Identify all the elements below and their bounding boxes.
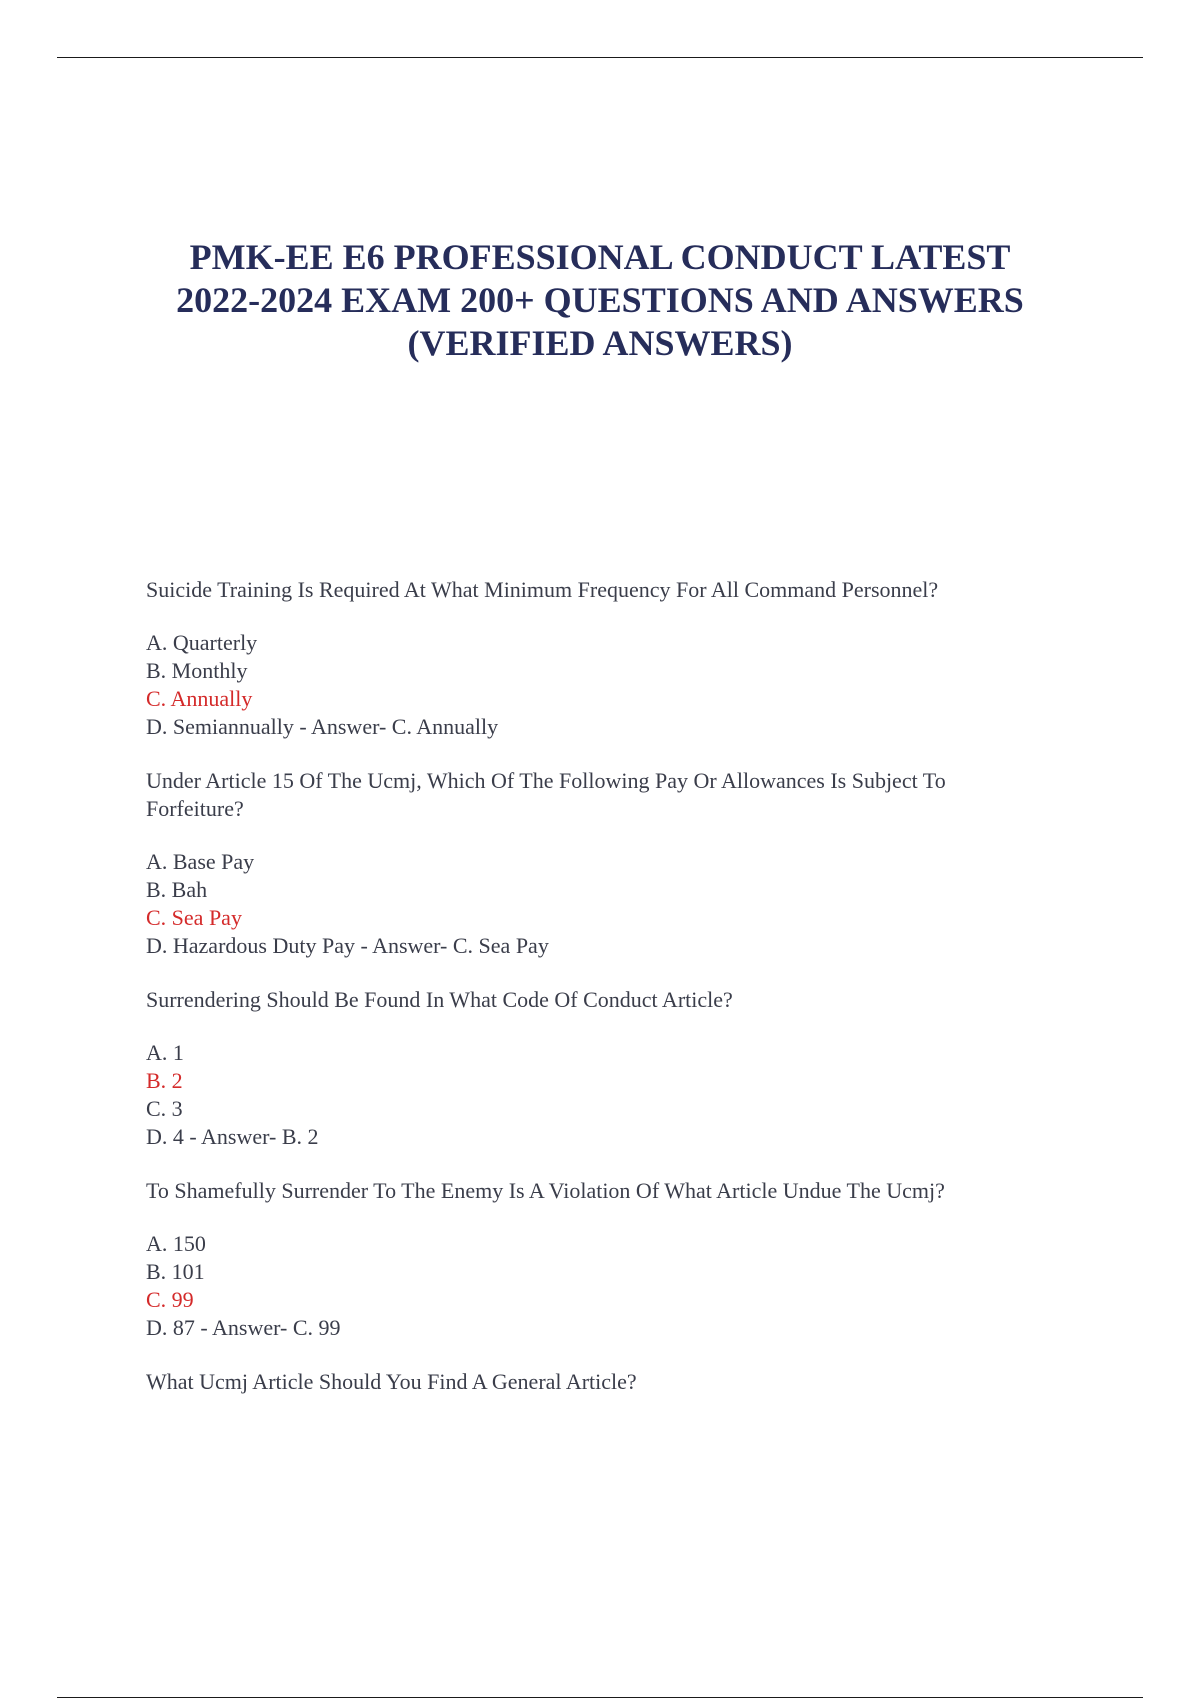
answer-options bbox=[146, 1039, 1046, 1151]
title-line-2: 2022-2024 EXAM 200+ QUESTIONS AND ANSWERS bbox=[176, 280, 1024, 320]
question-text: Suicide Training Is Required At What Minimum Frequency For All Command Personnel? bbox=[146, 577, 939, 602]
answer-options bbox=[146, 1230, 1046, 1342]
question-block-3 bbox=[146, 986, 1046, 1151]
option-a: A. Quarterly bbox=[146, 630, 258, 655]
option-a: A. 150 bbox=[146, 1231, 206, 1256]
question-block-5 bbox=[146, 1368, 1046, 1396]
question-block-1 bbox=[146, 576, 1046, 741]
option-b: B. Monthly bbox=[146, 658, 248, 683]
option-a: A. Base Pay bbox=[146, 849, 255, 874]
option-d: D. 4 - Answer- B. 2 bbox=[146, 1124, 319, 1149]
question-text: Surrendering Should Be Found In What Code Of Conduct Article? bbox=[146, 987, 733, 1012]
question-text: To Shamefully Surrender To The Enemy Is A Violation Of What Article Undue The Ucmj? bbox=[146, 1178, 945, 1203]
option-c: C. 3 bbox=[146, 1096, 183, 1121]
question-text: Under Article 15 Of The Ucmj, Which Of The Following Pay Or Allowances Is Subject To Forfeiture? bbox=[146, 768, 946, 821]
option-c-correct: C. Annually bbox=[146, 686, 253, 711]
option-c-correct: C. Sea Pay bbox=[146, 905, 242, 930]
question-block-4 bbox=[146, 1177, 1046, 1342]
option-d: D. Semiannually - Answer- C. Annually bbox=[146, 714, 499, 739]
title-line-3: (VERIFIED ANSWERS) bbox=[407, 323, 793, 363]
bottom-rule bbox=[57, 1697, 1143, 1698]
option-b: B. Bah bbox=[146, 877, 208, 902]
question-list bbox=[146, 576, 1046, 1396]
option-c-correct: C. 99 bbox=[146, 1287, 194, 1312]
option-d: D. Hazardous Duty Pay - Answer- C. Sea Pay bbox=[146, 933, 549, 958]
title-line-1: PMK-EE E6 PROFESSIONAL CONDUCT LATEST bbox=[189, 237, 1011, 277]
option-a: A. 1 bbox=[146, 1040, 184, 1065]
option-d: D. 87 - Answer- C. 99 bbox=[146, 1315, 341, 1340]
top-rule bbox=[57, 57, 1143, 58]
option-b: B. 101 bbox=[146, 1259, 205, 1284]
option-b-correct: B. 2 bbox=[146, 1068, 183, 1093]
answer-options bbox=[146, 848, 1046, 960]
question-text: What Ucmj Article Should You Find A General Article? bbox=[146, 1369, 637, 1394]
answer-options bbox=[146, 629, 1046, 741]
question-block-2 bbox=[146, 767, 1046, 960]
document-title bbox=[100, 236, 1100, 365]
